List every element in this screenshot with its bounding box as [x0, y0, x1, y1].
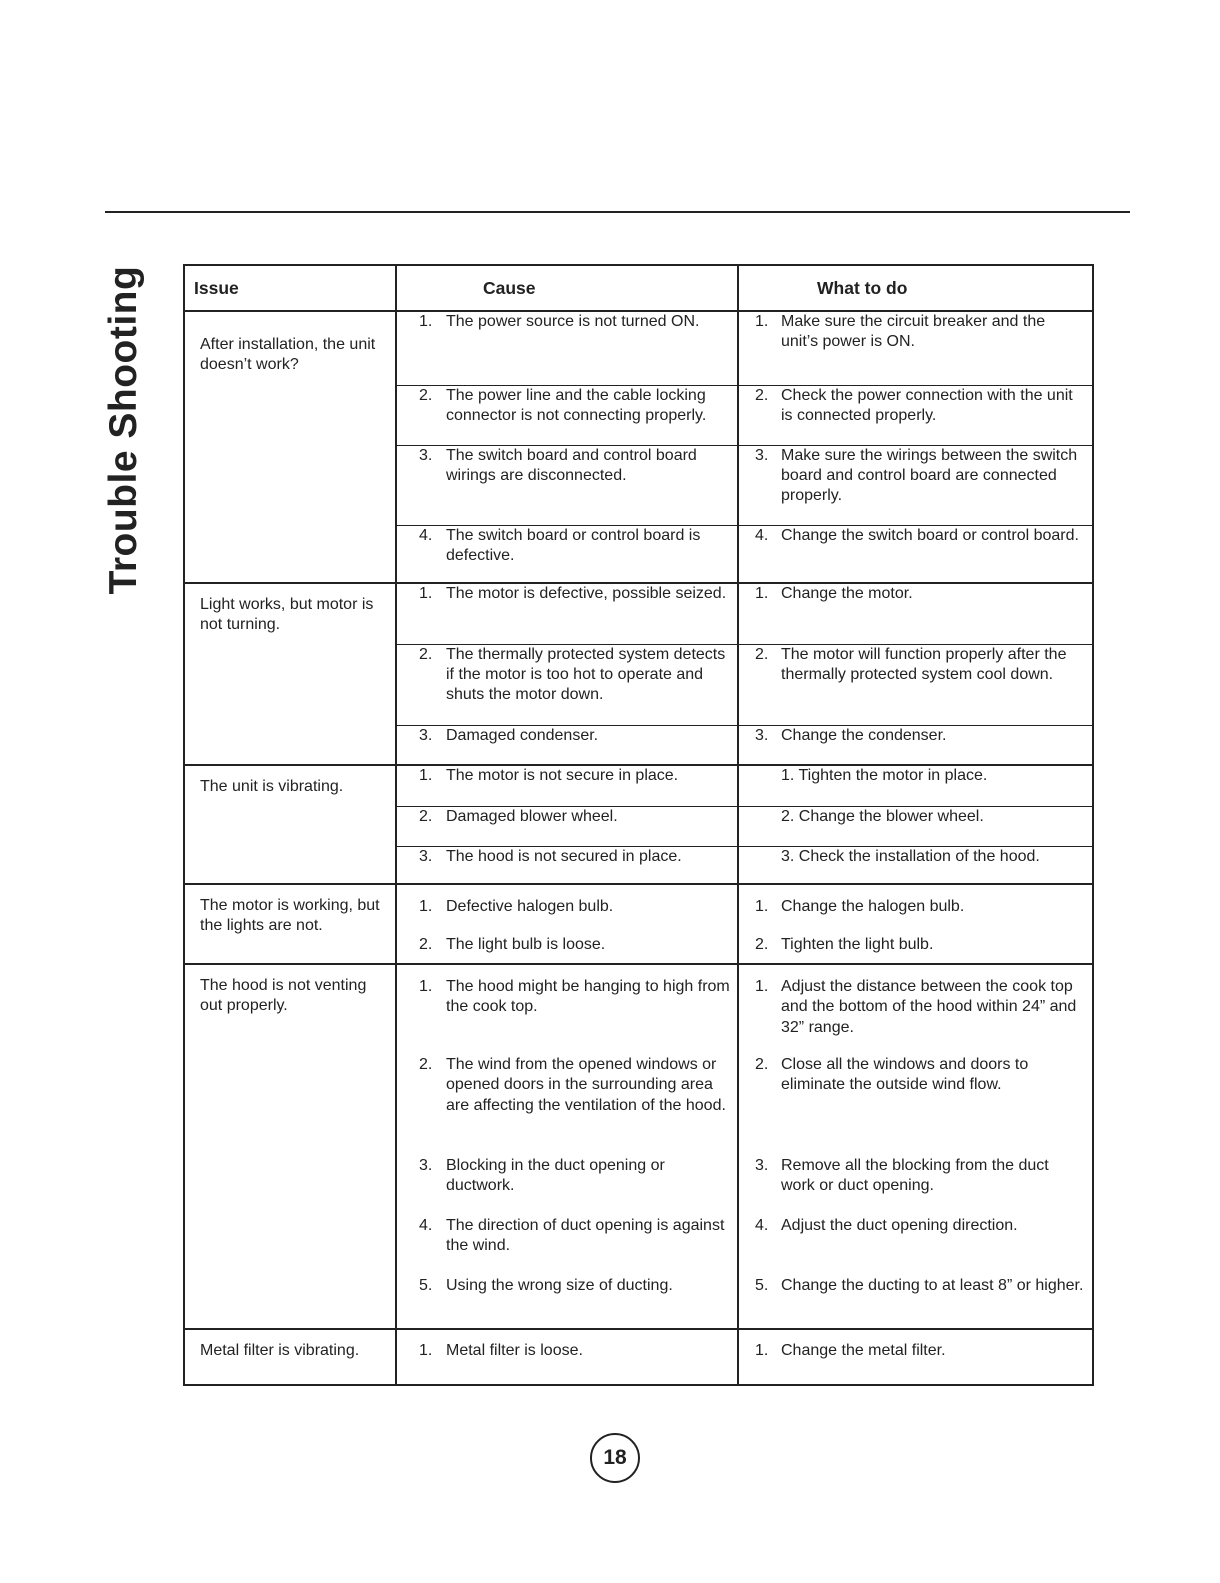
issue-cell: The motor is working, but the lights are not.	[184, 884, 396, 964]
todo-cell	[738, 924, 1093, 964]
page-number-badge	[590, 1433, 640, 1483]
list-number: 1.	[419, 585, 433, 602]
cause-cell	[396, 525, 738, 583]
todo-text: Check the power connection with the unit is connected properly.	[781, 386, 1073, 424]
todo-cell	[738, 1044, 1093, 1145]
cause-text: The thermally protected system detects if the motor is too hot to operate and shuts the motor down.	[446, 645, 726, 704]
header-cause: Cause	[396, 265, 738, 311]
todo-text: Change the halogen bulb.	[781, 898, 965, 915]
table-row	[184, 583, 1093, 644]
list-number: 5.	[419, 1277, 433, 1294]
list-number: 1.	[419, 313, 433, 330]
issue-cell: Light works, but motor is not turning.	[184, 583, 396, 765]
table-row	[184, 1329, 1093, 1385]
todo-cell	[738, 1145, 1093, 1205]
list-number: 1.	[419, 898, 433, 915]
cause-cell	[396, 1044, 738, 1145]
table-header-row	[184, 265, 1093, 311]
todo-cell	[738, 644, 1093, 725]
cause-cell	[396, 1329, 738, 1385]
list-number: 2.	[419, 386, 433, 404]
cause-text: The power line and the cable locking connector is not connecting properly.	[446, 386, 707, 424]
cause-cell	[396, 1265, 738, 1329]
table-row	[184, 964, 1093, 1044]
header-what-to-do: What to do	[738, 265, 1093, 311]
cause-cell	[396, 924, 738, 964]
cause-text: The light bulb is loose.	[446, 936, 606, 953]
list-number: 1.	[755, 1342, 769, 1359]
todo-text: Adjust the duct opening direction.	[781, 1217, 1018, 1234]
todo-cell	[738, 765, 1093, 806]
todo-text: Tighten the light bulb.	[781, 936, 934, 953]
troubleshooting-table	[183, 264, 1094, 1386]
list-number: 4.	[755, 526, 769, 544]
cause-text: The motor is not secure in place.	[446, 767, 679, 784]
todo-cell	[738, 806, 1093, 846]
table-row	[184, 884, 1093, 924]
todo-text: Change the metal filter.	[781, 1342, 946, 1359]
list-number: 1.	[755, 313, 769, 330]
todo-cell	[738, 964, 1093, 1044]
list-number: 4.	[419, 526, 433, 544]
cause-text: The motor is defective, possible seized.	[446, 585, 727, 602]
list-number: 1.	[419, 978, 433, 995]
top-divider-line	[105, 211, 1130, 213]
todo-text: Close all the windows and doors to eliminate the outside wind flow.	[781, 1056, 1029, 1094]
list-number: 1.	[755, 898, 769, 915]
issue-cell: After installation, the unit doesn’t work?	[184, 311, 396, 583]
todo-cell	[738, 1205, 1093, 1265]
cause-text: Using the wrong size of ducting.	[446, 1277, 673, 1294]
table-row	[184, 765, 1093, 806]
list-number: 2.	[755, 936, 769, 953]
todo-text: Change the motor.	[781, 585, 913, 602]
cause-text: Defective halogen bulb.	[446, 898, 614, 915]
cause-text: The switch board and control board wirings are disconnected.	[446, 446, 697, 484]
todo-cell	[738, 884, 1093, 924]
todo-text: Change the condenser.	[781, 726, 947, 744]
todo-cell	[738, 1329, 1093, 1385]
todo-cell	[738, 846, 1093, 884]
list-number: 3.	[419, 847, 433, 865]
todo-text: Make sure the wirings between the switch board and control board are connected properly.	[781, 446, 1078, 505]
todo-text: Remove all the blocking from the duct work or duct opening.	[781, 1157, 1049, 1195]
issue-cell: The unit is vibrating.	[184, 765, 396, 884]
list-number: 3.	[755, 1157, 769, 1174]
table-row	[184, 311, 1093, 385]
cause-text: Damaged blower wheel.	[446, 807, 618, 825]
cause-cell	[396, 1205, 738, 1265]
list-number: 1.	[419, 1342, 433, 1359]
list-number: 2.	[419, 936, 433, 953]
cause-cell	[396, 725, 738, 765]
todo-cell	[738, 725, 1093, 765]
issue-cell: The hood is not venting out properly.	[184, 964, 396, 1329]
list-number: 2.	[755, 645, 769, 663]
cause-text: The hood is not secured in place.	[446, 847, 682, 865]
cause-text: The hood might be hanging to high from the cook top.	[446, 978, 730, 1016]
cause-cell	[396, 964, 738, 1044]
page-number: 18	[603, 1446, 627, 1469]
cause-cell	[396, 583, 738, 644]
todo-text: 3. Check the installation of the hood.	[781, 847, 1040, 865]
list-number: 2.	[419, 1056, 433, 1073]
section-title: Trouble Shooting	[102, 265, 145, 595]
list-number: 2.	[755, 386, 769, 404]
list-number: 3.	[419, 726, 433, 744]
cause-text: The wind from the opened windows or opened doors in the surrounding area are affecting the ventilation of the hood.	[446, 1056, 726, 1114]
list-number: 5.	[755, 1277, 769, 1294]
cause-cell	[396, 846, 738, 884]
todo-cell	[738, 311, 1093, 385]
cause-text: Blocking in the duct opening or ductwork.	[446, 1157, 665, 1195]
todo-text: 2. Change the blower wheel.	[781, 807, 984, 825]
cause-text: The switch board or control board is defective.	[446, 526, 701, 564]
list-number: 1.	[419, 767, 433, 784]
todo-cell	[738, 445, 1093, 525]
cause-text: Metal filter is loose.	[446, 1342, 583, 1359]
list-number: 3.	[755, 446, 769, 464]
list-number: 2.	[419, 807, 433, 825]
todo-text: 1. Tighten the motor in place.	[781, 767, 988, 784]
list-number: 3.	[419, 446, 433, 464]
todo-cell	[738, 583, 1093, 644]
cause-text: The direction of duct opening is against the wind.	[446, 1217, 725, 1255]
cause-cell	[396, 445, 738, 525]
todo-text: Change the ducting to at least 8” or higher.	[781, 1277, 1084, 1294]
list-number: 4.	[755, 1217, 769, 1234]
list-number: 1.	[755, 585, 769, 602]
cause-cell	[396, 765, 738, 806]
list-number: 3.	[755, 726, 769, 744]
list-number: 2.	[419, 645, 433, 663]
cause-cell	[396, 1145, 738, 1205]
todo-text: Make sure the circuit breaker and the unit’s power is ON.	[781, 313, 1046, 351]
todo-cell	[738, 385, 1093, 445]
list-number: 3.	[419, 1157, 433, 1174]
todo-cell	[738, 525, 1093, 583]
todo-text: Change the switch board or control board.	[781, 526, 1079, 544]
cause-cell	[396, 311, 738, 385]
list-number: 2.	[755, 1056, 769, 1073]
issue-cell: Metal filter is vibrating.	[184, 1329, 396, 1385]
cause-cell	[396, 385, 738, 445]
cause-cell	[396, 644, 738, 725]
todo-text: Adjust the distance between the cook top and the bottom of the hood within 24” and 32” range.	[781, 978, 1077, 1036]
todo-text: The motor will function properly after the thermally protected system cool down.	[781, 645, 1067, 683]
cause-cell	[396, 806, 738, 846]
list-number: 4.	[419, 1217, 433, 1234]
list-number: 1.	[755, 978, 769, 995]
cause-text: The power source is not turned ON.	[446, 313, 700, 330]
cause-text: Damaged condenser.	[446, 726, 599, 744]
header-issue: Issue	[184, 265, 396, 311]
cause-cell	[396, 884, 738, 924]
todo-cell	[738, 1265, 1093, 1329]
